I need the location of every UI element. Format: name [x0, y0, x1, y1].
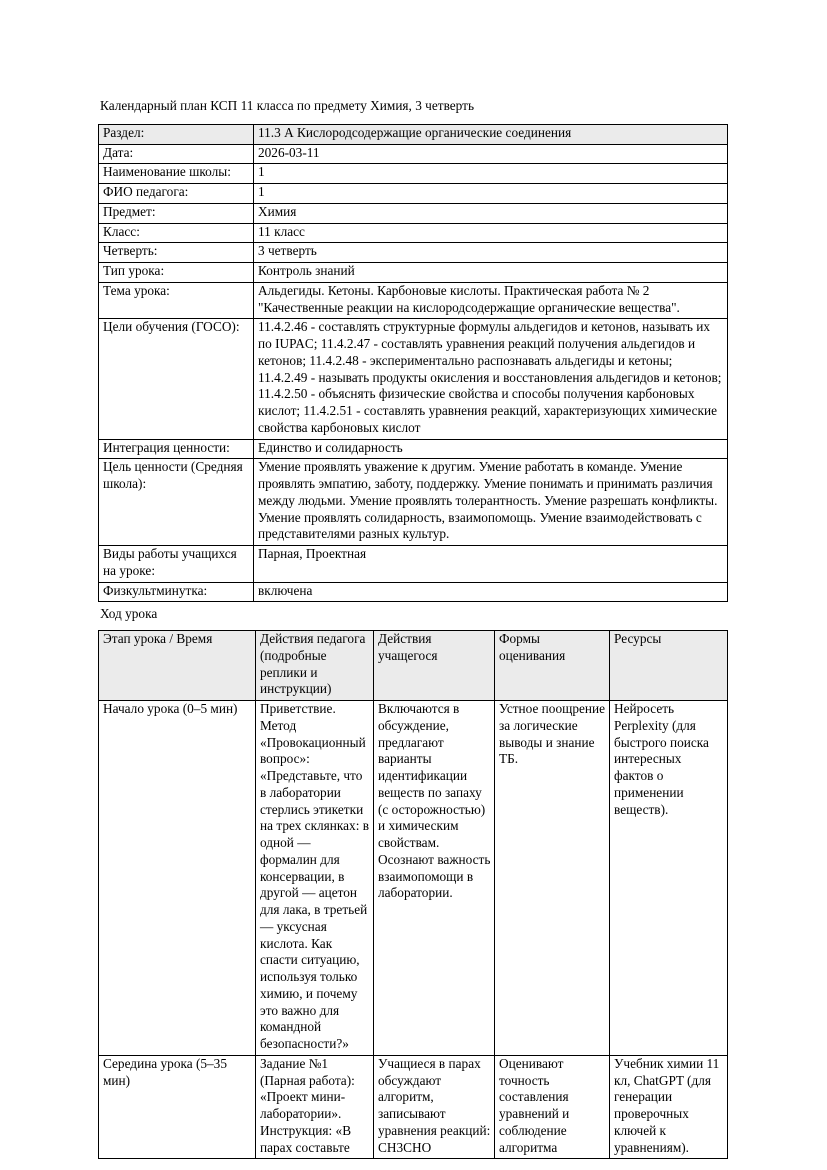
info-value: 1 — [254, 184, 728, 204]
info-label: Тема урока: — [99, 282, 254, 319]
table-row — [99, 319, 728, 439]
info-value: 1 — [254, 164, 728, 184]
table-row — [99, 263, 728, 283]
info-value: Альдегиды. Кетоны. Карбоновые кислоты. Практическая работа № 2 "Качественные реакции на кислородсодержащие органические вещества". — [254, 282, 728, 319]
column-header-student-actions: Действия учащегося — [374, 631, 495, 701]
resources-cell: Нейросеть Perplexity (для быстрого поиска интересных фактов о применении веществ). — [610, 701, 728, 1056]
table-row — [99, 546, 728, 583]
table-row — [99, 582, 728, 602]
info-label: ФИО педагога: — [99, 184, 254, 204]
info-value: 11 класс — [254, 223, 728, 243]
info-value: 2026-03-11 — [254, 144, 728, 164]
assessment-text: Оценивают точность составления уравнений и соблюдение алгоритма — [499, 1055, 570, 1155]
table-row — [99, 203, 728, 223]
lesson-flow-table — [98, 630, 728, 1159]
teacher-actions-text: Задание №1 (Парная работа): «Проект мини-лаборатории». Инструкция: «В парах составьте — [260, 1055, 355, 1155]
info-label: Цель ценности (Средняя школа): — [99, 459, 254, 546]
student-actions-text: Учащиеся в парах обсуждают алгоритм, записывают уравнения реакций: CH3CHO — [378, 1055, 491, 1155]
resources-cell — [610, 1055, 728, 1158]
table-row — [99, 701, 728, 1056]
section-label: Ход урока — [100, 606, 158, 622]
table-row — [99, 164, 728, 184]
teacher-actions-cell: Приветствие. Метод «Провокационный вопрос»: «Представьте, что в лаборатории стерлись этикетки на трех склянках: в одной — формалин для консервации, в другой — ацетон для лака, в третьей — уксусная кислота. Как спасти ситуацию, используя только химию, и почему это важно для командной безопасности?» — [256, 701, 374, 1056]
info-label: Тип урока: — [99, 263, 254, 283]
info-label: Физкультминутка: — [99, 582, 254, 602]
student-actions-cell — [374, 1055, 495, 1158]
assessment-cell — [495, 1055, 610, 1158]
resources-text: Учебник химии 11 кл, ChatGPT (для генерации проверочных ключей к уравнениям). — [614, 1055, 720, 1155]
info-value: 11.4.2.46 - составлять структурные формулы альдегидов и кетонов, называть их по IUPAC; 11.4.2.47 - составлять уравнения реакций получения альдегидов и кетонов; 11.4.2.48 - экспериментально распознавать альдегиды и кетоны; 11.4.2.49 - называть продукты окисления и восстановления альдегидов и кетонов; 11.4.2.50 - объяснять физические свойства и способы получения карбоновых кислот; 11.4.2.51 - составлять уравнения реакций, характеризующих химические свойства карбоновых кислот — [254, 319, 728, 439]
table-row — [99, 459, 728, 546]
column-header-resources: Ресурсы — [610, 631, 728, 701]
stage-text: Середина урока (5–35 мин) — [103, 1055, 227, 1088]
table-row — [99, 223, 728, 243]
student-actions-cell: Включаются в обсуждение, предлагают варианты идентификации веществ по запаху (с осторожностью) и химическим свойствам. Осознают важность взаимопомощи в лаборатории. — [374, 701, 495, 1056]
info-value: Единство и солидарность — [254, 439, 728, 459]
info-value: Контроль знаний — [254, 263, 728, 283]
info-label: Наименование школы: — [99, 164, 254, 184]
table-row — [99, 1055, 728, 1158]
info-label: Класс: — [99, 223, 254, 243]
column-header-stage: Этап урока / Время — [99, 631, 256, 701]
info-label: Дата: — [99, 144, 254, 164]
teacher-actions-cell — [256, 1055, 374, 1158]
info-value: Парная, Проектная — [254, 546, 728, 583]
stage-cell: Начало урока (0–5 мин) — [99, 701, 256, 1056]
info-label: Раздел: — [99, 124, 254, 144]
info-label: Четверть: — [99, 243, 254, 263]
info-label: Предмет: — [99, 203, 254, 223]
info-value: включена — [254, 582, 728, 602]
lesson-info-table — [98, 124, 728, 603]
column-header-assessment: Формы оценивания — [495, 631, 610, 701]
table-row — [99, 124, 728, 144]
assessment-cell: Устное поощрение за логические выводы и знание ТБ. — [495, 701, 610, 1056]
info-value: Химия — [254, 203, 728, 223]
document-title: Календарный план КСП 11 класса по предмету Химия, 3 четверть — [100, 98, 475, 113]
table-row — [99, 144, 728, 164]
info-value: Умение проявлять уважение к другим. Умение работать в команде. Умение проявлять эмпатию, заботу, поддержку. Умение понимать и принимать различия между людьми. Умение проявлять толерантность. Умение разрешать конфликты. Умение проявлять солидарность, взаимопомощь. Умение взаимодействовать с представителями разных культур. — [254, 459, 728, 546]
info-label: Виды работы учащихся на уроке: — [99, 546, 254, 583]
stage-cell — [99, 1055, 256, 1158]
info-label: Интеграция ценности: — [99, 439, 254, 459]
table-row — [99, 184, 728, 204]
info-label: Цели обучения (ГОСО): — [99, 319, 254, 439]
table-header-row — [99, 631, 728, 701]
table-row — [99, 282, 728, 319]
info-value: 11.3 А Кислородсодержащие органические соединения — [254, 124, 728, 144]
column-header-teacher-actions: Действия педагога (подробные реплики и инструкции) — [256, 631, 374, 701]
table-row — [99, 439, 728, 459]
document-page — [98, 0, 727, 1159]
info-value: 3 четверть — [254, 243, 728, 263]
table-row — [99, 243, 728, 263]
